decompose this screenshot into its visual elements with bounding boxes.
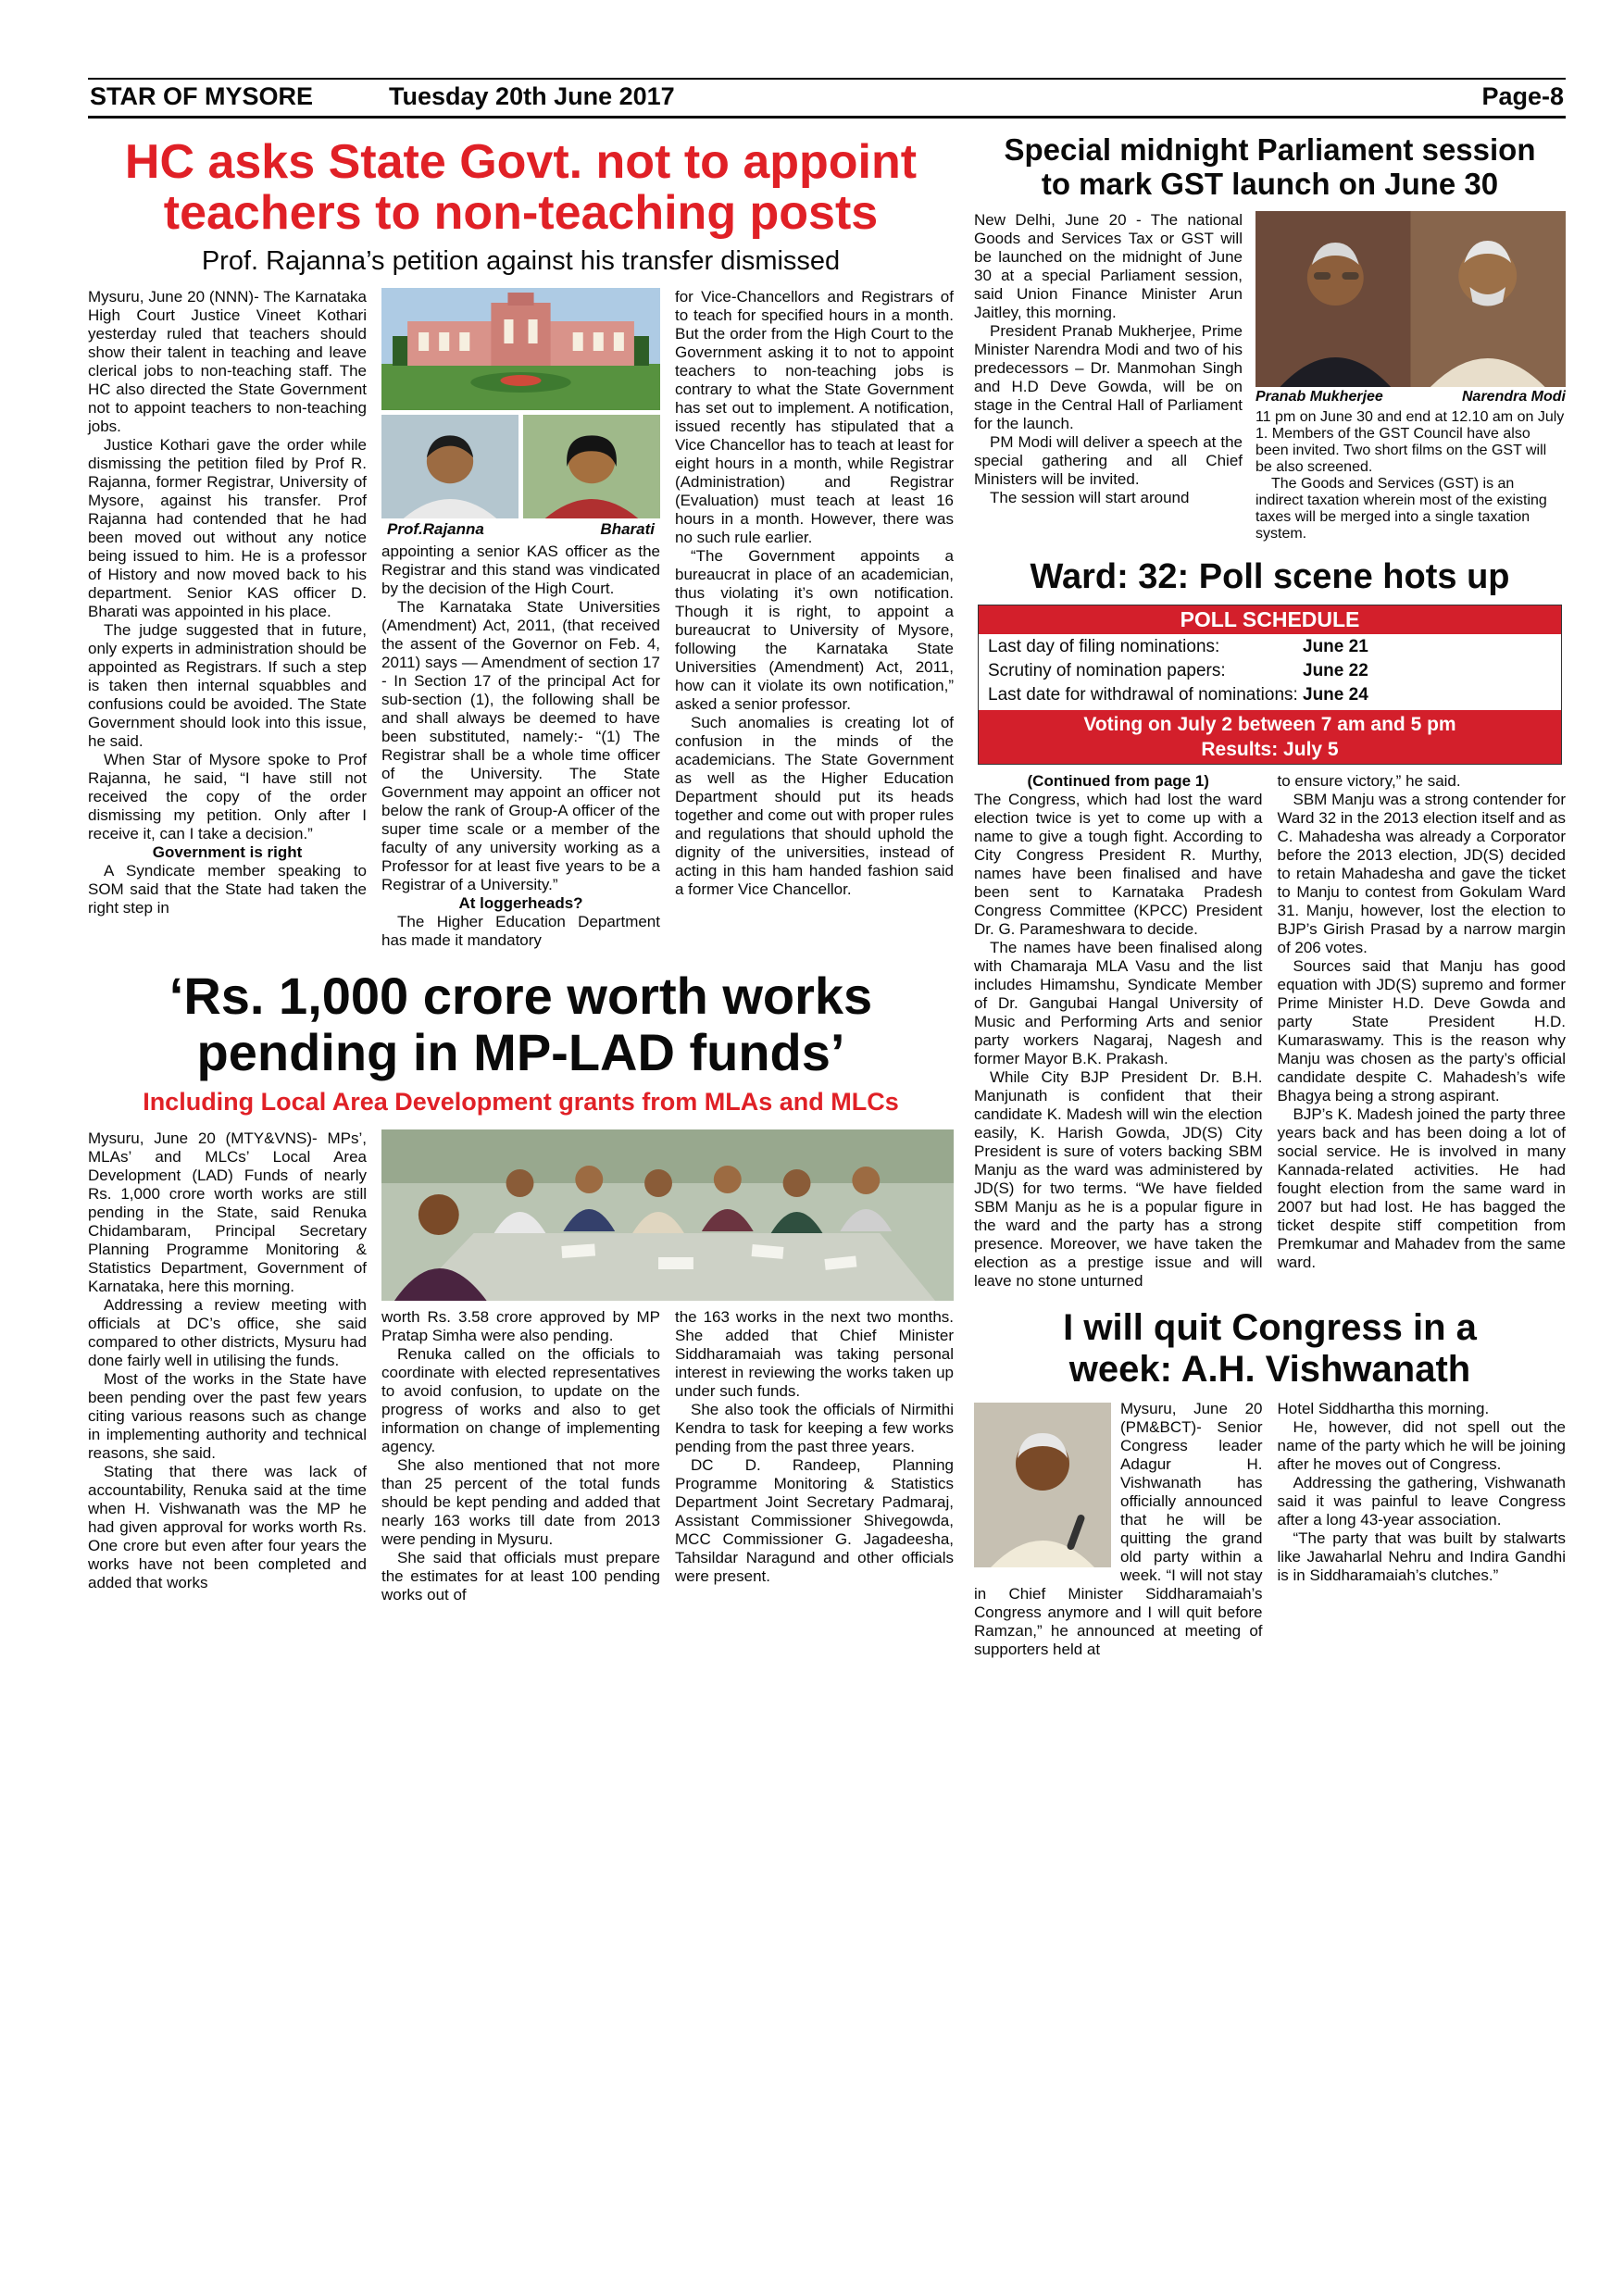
schedule-value: June 24	[1303, 684, 1368, 705]
paragraph: worth Rs. 3.58 crore approved by MP Pratap Simha were also pending.	[381, 1308, 660, 1345]
paragraph: to ensure victory,” he said.	[1277, 771, 1461, 790]
paragraph: Renuka called on the officials to coordinate with elected representatives to avoid confusion, to update on the progress of works and also to get information on change of implementing agency.	[381, 1345, 660, 1456]
paragraph: The session will start around	[990, 488, 1190, 506]
paragraph: While City BJP President Dr. B.H. Manjunath is confident that their candidate K. Madesh will win the election easily, K. Harish Gowda, JD(S) City President is sure of voters backing SBM Manju as the ward was administered by JD(S) for two terms. “We have fielded SBM Manju as he is a popular figure in the ward and the party has a strong presence. Moreover, we have taken the election as a prestige issue and will leave no stone unturned	[974, 1067, 1263, 1290]
paragraph: Mysuru, June 20 (NNN)- The Karnataka High Court Justice Vineet Kothari yesterday ruled that teachers should show their talent in teaching and leave clerical jobs to non-teaching staff. The HC also directed the State Government not to appoint teachers to non-teaching jobs.	[88, 288, 367, 436]
headline-line: teachers to non-teaching posts	[163, 186, 879, 241]
poll-schedule-box	[978, 605, 1562, 765]
paragraph: appointing a senior KAS officer as the Registrar and this stand was vindicated by the decision of the High Court.	[381, 543, 660, 598]
paragraph: Mysuru, June 20 (MTY&VNS)- MPs’, MLAs’ and MLCs’ Local Area Development (LAD) Funds of nearly Rs. 1,000 crore worth works are still pending in the State, said Renuka Chidambaram, Principal Secretary Planning Programme Monitoring & Statistics Department, Government of Karnataka, here this morning.	[88, 1129, 367, 1296]
mplad-subheadline: Including Local Area Development grants from MLAs and MLCs	[143, 1088, 899, 1117]
paragraph: BJP’s K. Madesh joined the party three years back and has been doing a lot of social service. He is involved in many Kannada-related activities. He had fought election from the same ward in 2007 but had lost. He has bagged the ticket despite stiff competition from Premkumar and Mahadev from the same ward.	[1277, 1104, 1566, 1271]
paragraph: Addressing the gathering, Vishwanath said it was painful to leave Congress after a long 43-year association.	[1277, 1473, 1566, 1529]
mplad-body	[88, 1129, 954, 1604]
portraits-row	[381, 415, 660, 518]
paragraph: Most of the works in the State have been pending over the past few years citing various reasons such as change in implementing authority and technical reasons, she said.	[88, 1370, 367, 1463]
schedule-label: Last date for withdrawal of nominations:	[988, 684, 1298, 705]
paragraph: President Pranab Mukherjee, Prime Minister Narendra Modi and two of his predecessors – Dr. Manmohan Singh and H.D Deve Gowda, will be on stage in the Central Hall of Parliament for the launch.	[974, 321, 1243, 432]
article-hc-teachers	[88, 137, 954, 950]
schedule-row	[979, 658, 1561, 682]
paragraph: The Karnataka State Universities (Amendment) Act, 2011, (that received the assent of the Governor on Feb. 4, 2011) says — Amendment of section 17 - In Section 17 of the principal Act for sub-section (1), the following shall be and shall always be deemed to have been substituted, namely:- “(1) The Registrar shall be a whole time officer of the University. The State Government may appoint an officer not below the rank of Group-A officer of the super time scale or a member of the faculty of any university working as a Professor for at least five years to be a Registrar of a University.”	[381, 598, 660, 894]
gst-leaders-photo	[1255, 211, 1566, 387]
crosshead: Government is right	[152, 843, 303, 862]
paragraph: “The Government appoints a bureaucrat in place of an academician, thus violating it’s own notification. Though it is right, to appoint a bureaucrat to University of Mysore, following the Karnataka State Universities (Amendment) Act, 2011, how can it violate its own notification,” asked a senior professor.	[675, 547, 954, 714]
paragraph: Mysuru, June 20 (PM&BCT)- Senior Congress leader Adagur H. Vishwanath has officially announced that he will be quitting the grand old party within a week. “I will not stay in Chief Minister Siddharamaiah’s Congress anymore and I will quit before Ramzan,” he announced at meeting of supporters held at	[974, 1399, 1263, 1658]
schedule-value: June 21	[1303, 636, 1368, 656]
paragraph: Justice Kothari gave the order while dismissing the petition filed by Prof R. Rajanna, former Registrar, University of Mysore, against his transfer. Prof Rajanna had contended that he had been moved out without any notice being issued to him. He is a professor of History and now moved back to his department. Senior KAS officer D. Bharati was appointed in his place.	[88, 436, 367, 621]
gst-photo-caption	[1255, 387, 1566, 409]
crosshead: At loggerheads?	[458, 894, 583, 913]
paragraph: The Goods and Services (GST) is an indirect taxation wherein most of the existing taxes will be merged into a single taxation system.	[1255, 475, 1547, 542]
article-gst-launch	[974, 133, 1566, 543]
vishwanath-headline	[974, 1307, 1566, 1391]
rajanna-photo	[381, 415, 518, 518]
paragraph: Such anomalies is creating lot of confusion in the minds of the academicians. The State Government as well as the Higher Education Department should put its heads together and come out with proper rules and regulations that should uphold the dignity of the universities, instead of acting in this ham handed fashion said a former Vice Chancellor.	[675, 714, 954, 899]
gst-headline	[974, 133, 1566, 202]
paragraph: He, however, did not spell out the name of the party which he will be joining after he moves out of Congress.	[1277, 1417, 1566, 1473]
left-section	[88, 128, 954, 1659]
article-vishwanath-quit	[974, 1307, 1566, 1659]
paragraph: PM Modi will deliver a speech at the special gathering and all Chief Ministers will be invited.	[974, 432, 1243, 488]
paragraph: Stating that there was lack of accountability, Renuka said at the time when H. Vishwanath was the MP he had given approval for works worth Rs. One crore but even after four years the works have not been completed and added that works	[88, 1463, 367, 1592]
hc-column-2-text	[381, 543, 660, 950]
ward-column-1-text	[974, 791, 1263, 1291]
gst-column-2	[1255, 211, 1566, 543]
gst-column-1	[974, 211, 1243, 543]
paragraph: New Delhi, June 20 - The national Goods and Services Tax or GST will be launched on the midnight of June 30 at a special Parliament session, said Union Finance Minister Arun Jaitley, this morning.	[974, 210, 1243, 321]
paragraph: 11 pm on June 30 and end at 12.10 am on July 1. Members of the GST Council have also been invited. Two short films on the GST will be also screened.	[1255, 408, 1565, 475]
schedule-row	[979, 634, 1561, 658]
headline-line: to mark GST launch on June 30	[1041, 166, 1499, 201]
mplad-headline	[88, 968, 954, 1080]
issue-date: Tuesday 20th June 2017	[389, 82, 675, 110]
paragraph: Hotel Siddhartha this morning.	[1277, 1399, 1490, 1417]
results-line: Results: July 5	[1201, 738, 1339, 760]
paragraph: DC D. Randeep, Planning Programme Monitoring & Statistics Department Joint Secretary Padmaraj, Assistant Commissioner Shivegowda, MCC Commissioner G. Jagadeesha, Tahsildar Naragund and other officials were present.	[675, 1456, 954, 1586]
paragraph: She also mentioned that not more than 25 percent of the total funds should be kept pending and added that nearly 163 works till date from 2013 were pending in Mysuru.	[381, 1456, 660, 1549]
ward-headline: Ward: 32: Poll scene hots up	[1030, 556, 1510, 596]
masthead-title: STAR OF MYSORE	[90, 82, 314, 110]
university-building-photo	[381, 288, 660, 410]
page-number: Page-8	[1481, 82, 1564, 110]
schedule-label: Scrutiny of nomination papers:	[988, 660, 1226, 680]
review-meeting-photo	[381, 1129, 954, 1301]
headline-line: week: A.H. Vishwanath	[1068, 1348, 1471, 1390]
paragraph: The judge suggested that in future, only experts in administration should be appointed as Registrars. If such a step is taken then internal squabbles and confusions could be avoided. The State Government should look into this issue, he said.	[88, 621, 367, 751]
hc-column-3	[675, 288, 954, 950]
right-section	[974, 128, 1566, 1659]
vishwanath-body	[974, 1400, 1566, 1659]
paragraph: The Congress, which had lost the ward election twice is yet to come up with a name to give a tough fight. According to City Congress President R. Murthy, names have been finalised and have been sent to Karnataka Pradesh Congress Committee (KPCC) President Dr. G. Parameshwara to decide.	[974, 790, 1263, 938]
ward-column-2	[1278, 772, 1567, 1291]
headline-line: ‘Rs. 1,000 crore worth works	[169, 967, 873, 1026]
mplad-column-1	[88, 1129, 367, 1604]
bharati-photo	[523, 415, 660, 518]
paragraph: A Syndicate member speaking to SOM said that the State had taken the right step in	[88, 862, 367, 917]
portraits-caption	[381, 518, 660, 543]
paragraph: for Vice-Chancellors and Registrars of to teach for specified hours in a month. But the order from the High Court to the Government asking it to not to appoint teachers to non-teaching jobs is contrary to what the State Government has set out to implement. A notification, issued recently has stipulated that a Vice Chancellor has to teach at least for eight hours in a month, while Registrar (Administration) and Registrar (Evaluation) must teach at least 16 hours in a month. However, there was no such rule earlier.	[675, 288, 954, 547]
mplad-column-3	[675, 1308, 954, 1604]
hc-headline	[88, 137, 954, 239]
hc-column-1	[88, 288, 367, 950]
vishwanath-column-2	[1278, 1400, 1567, 1659]
paragraph: the 163 works in the next two months. She added that Chief Minister Siddharamaiah was taking personal interest in reviewing the works taken up under such funds.	[675, 1308, 954, 1401]
headline-line: pending in MP-LAD funds’	[196, 1022, 845, 1081]
mplad-lower-columns	[381, 1308, 954, 1604]
continued-note: (Continued from page 1)	[1027, 771, 1209, 790]
caption-bharati: Bharati	[600, 520, 655, 539]
article-mplad-funds	[88, 968, 954, 1604]
vishwanath-photo	[974, 1403, 1111, 1567]
gst-column-2-text	[1255, 409, 1566, 543]
voting-results-bar	[979, 710, 1561, 764]
mplad-column-2	[381, 1308, 660, 1604]
paragraph: SBM Manju was a strong contender for Ward 32 in the 2013 election itself and as C. Mahadesha was already a Corporator before the 2013 election, JD(S) decided to retain Mahadesha and gave the ticket to Manju to contest from Gokulam Ward 31. Manju, however, lost the election to BJP’s Girish Prasad by a narrow margin of 206 votes.	[1277, 790, 1566, 956]
paragraph: “The party that was built by stalwarts like Jawaharlal Nehru and Indira Gandhi is in Siddharamaiah’s clutches.”	[1277, 1529, 1566, 1584]
paragraph: She also took the officials of Nirmithi Kendra to task for keeping a few works pending from the past three years.	[675, 1401, 954, 1456]
headline-line: HC asks State Govt. not to appoint	[124, 135, 918, 189]
caption-rajanna: Prof.Rajanna	[387, 520, 484, 539]
hc-column-2	[381, 288, 660, 950]
paragraph: When Star of Mysore spoke to Prof Rajanna, he said, “I have still not received the copy of the order dismissing my petition. Only after I receive it, can I take a decision.”	[88, 751, 367, 843]
caption-pranab: Pranab Mukherjee	[1255, 388, 1383, 405]
paragraph: The Higher Education Department has made it mandatory	[381, 913, 660, 950]
paragraph: The names have been finalised along with Chamaraja MLA Vasu and the list includes Himamshu, Syndicate Member of Dr. Gangubai Hangal University of Music and Performing Arts and senior party workers Nagaraj, Nagesh and former Mayor B.K. Prakash.	[974, 938, 1263, 1067]
mplad-right-block	[381, 1129, 954, 1604]
ward-column-1	[974, 772, 1263, 1291]
schedule-value: June 22	[1303, 660, 1368, 680]
schedule-row	[979, 682, 1561, 706]
ward-body	[974, 772, 1566, 1291]
vishwanath-column-1	[974, 1400, 1263, 1659]
paragraph: Addressing a review meeting with officials at DC’s office, she said compared to other districts, Mysuru had done fairly well in utilising the funds.	[88, 1296, 367, 1370]
schedule-label: Last day of filing nominations:	[988, 636, 1220, 656]
caption-modi: Narendra Modi	[1461, 388, 1566, 405]
article-ward32-poll	[974, 557, 1566, 1291]
paragraph: She said that officials must prepare the estimates for at least 100 pending works out of	[381, 1549, 660, 1604]
gst-body	[974, 211, 1566, 543]
masthead	[88, 78, 1566, 119]
voting-line: Voting on July 2 between 7 am and 5 pm	[1083, 713, 1456, 735]
paragraph: Sources said that Manju has good equation with JD(S) supremo and former Prime Minister H.D. Deve Gowda and party State President H.D. Kumaraswamy. This is the reason why Manju was chosen as the party’s official candidate despite C. Mahadesh’s wife Bhagya being a strong aspirant.	[1277, 956, 1566, 1104]
hc-subheadline: Prof. Rajanna’s petition against his transfer dismissed	[201, 246, 841, 277]
page-body	[88, 128, 1566, 1659]
headline-line: I will quit Congress in a	[1063, 1306, 1477, 1348]
hc-body	[88, 288, 954, 950]
newspaper-page	[88, 78, 1566, 1659]
poll-schedule-title: POLL SCHEDULE	[979, 605, 1561, 634]
headline-line: Special midnight Parliament session	[1004, 132, 1536, 167]
